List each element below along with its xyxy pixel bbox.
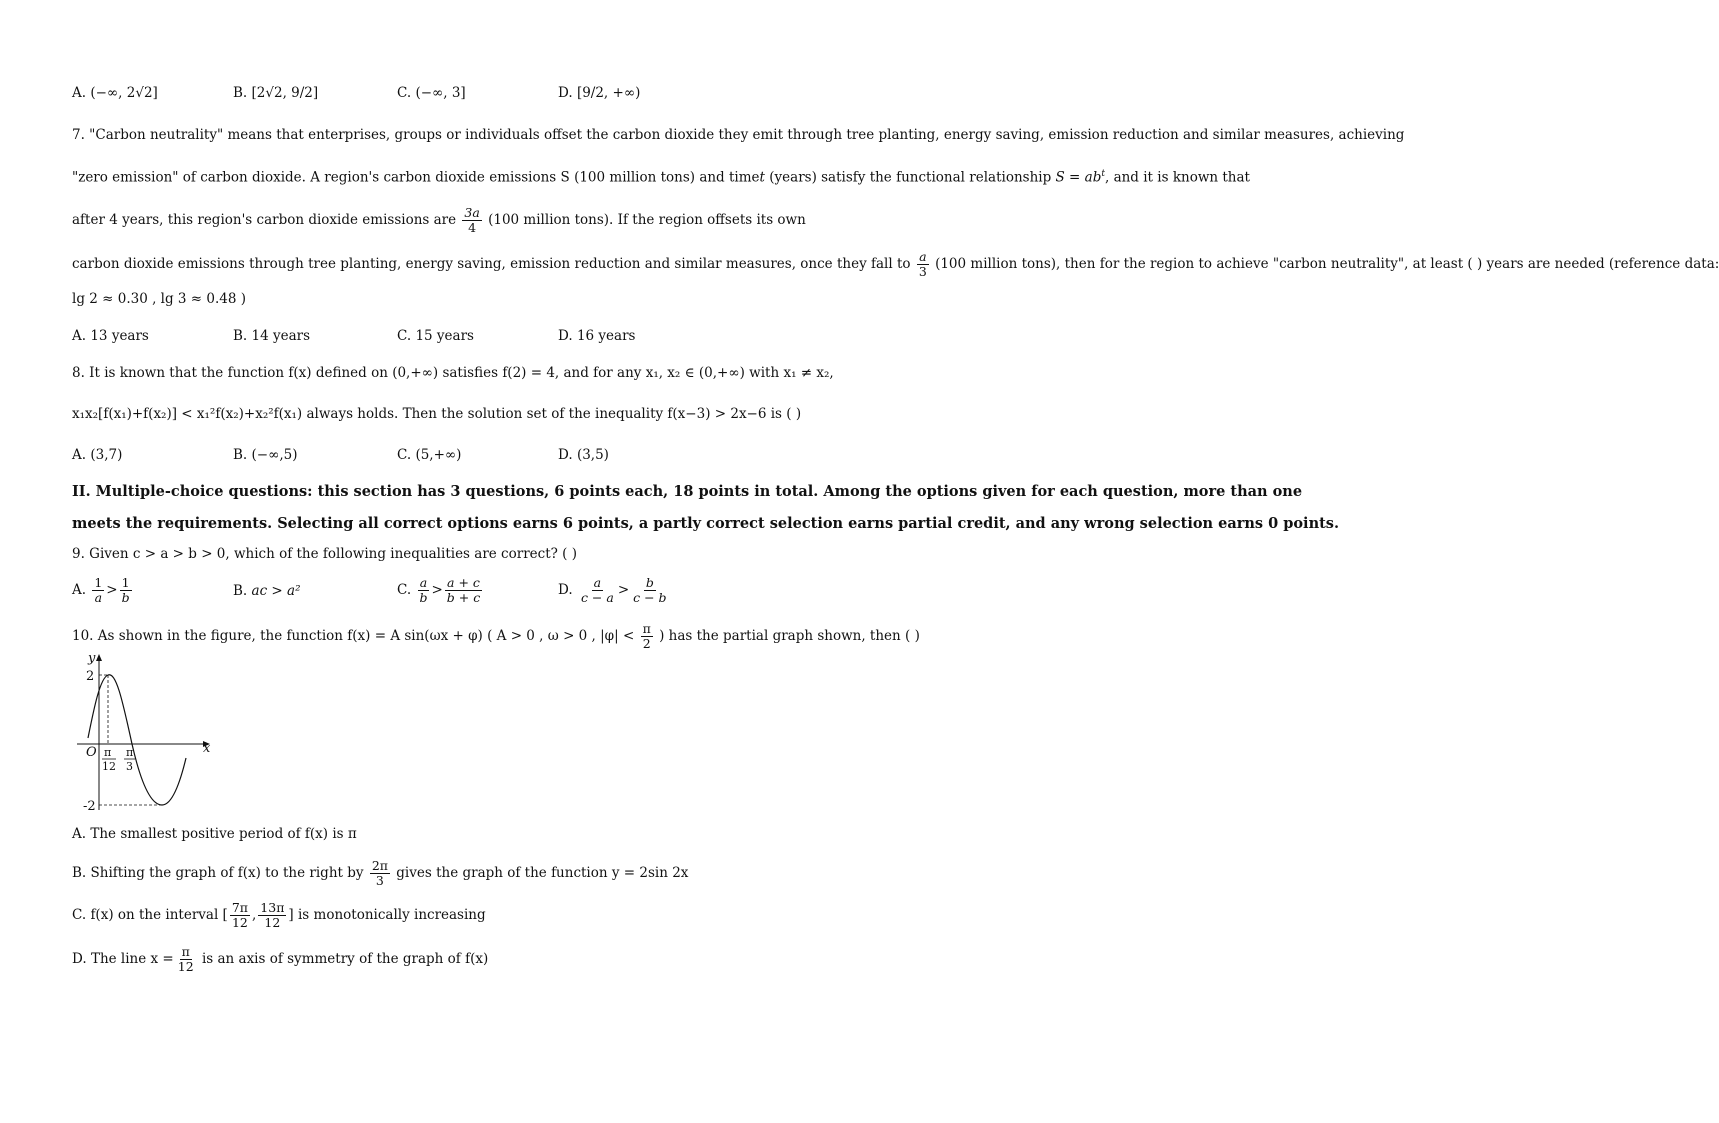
q8-line1: 8. It is known that the function f(x) defined on (0,+∞) satisfies f(2) = 4, and for any x₁, x₂ ∈ (0,+∞) with x₁ ≠ x₂, [72, 365, 834, 381]
q6-option-d: D. [9/2, +∞) [558, 85, 641, 101]
fraction-a-over-3: $\frac{a}{3}$ [918, 249, 927, 279]
q7-line3: after 4 years, this region's carbon dioxide emissions are $\frac{3a}{4}$ (100 million tons). If the region offsets its own [72, 205, 806, 235]
section-heading-line2: meets the requirements. Selecting all correct options earns 6 points, a partly correct selection earns partial credit, and any wrong selection earns 0 points. [72, 515, 1340, 532]
tick1-num: π [104, 746, 112, 759]
q8-option-d: D. (3,5) [558, 447, 609, 463]
sine-curve [88, 675, 186, 805]
q7-line2: "zero emission" of carbon dioxide. A region's carbon dioxide emissions S (100 million tons) and timet (years) satisfy the functional relationship $S = ab^t$, and it is known that [72, 169, 1250, 186]
q10-stem: 10. As shown in the figure, the function f(x) = A sin(ωx + φ) ( A > 0 , ω > 0 , |φ| < $\frac{\pi}{2}$ ) has the partial graph shown, then ( ) [72, 621, 920, 651]
q6-option-c: C. (−∞, 3] [397, 85, 466, 101]
q8-option-c: C. (5,+∞) [397, 447, 462, 463]
y-axis-label: y [88, 651, 96, 666]
section-heading-line1: II. Multiple-choice questions: this section has 3 questions, 6 points each, 18 points in total. Among the options given for each question, more than one [72, 483, 1303, 500]
y-max-label: 2 [86, 669, 95, 684]
fraction-3a-over-4: $\frac{3a}{4}$ [464, 205, 480, 235]
q7-option-c: C. 15 years [397, 328, 474, 344]
q10-option-b: B. Shifting the graph of f(x) to the right by $\frac{2\pi}{3}$ gives the graph of the function y = 2sin 2x [72, 858, 689, 888]
q7-option-d: D. 16 years [558, 328, 636, 344]
q8-line2: x₁x₂[f(x₁)+f(x₂)] < x₁²f(x₂)+x₂²f(x₁) always holds. Then the solution set of the inequality f(x−3) > 2x−6 is ( ) [72, 406, 802, 422]
q10-option-c: C. f(x) on the interval [ $\frac{7\pi}{12}$ , $\frac{13\pi}{12}$ ] is monotonically increasing [72, 900, 486, 930]
tick2-den: 3 [126, 760, 133, 773]
q7-option-a: A. 13 years [72, 328, 149, 344]
q9-option-a: A. $\frac{1}{a}$ > $\frac{1}{b}$ [72, 575, 130, 605]
origin-label: O [86, 745, 97, 760]
x-axis-label: x [203, 741, 211, 756]
q6-option-b: B. [2√2, 9/2] [233, 85, 319, 101]
q7-option-b: B. 14 years [233, 328, 311, 344]
q8-option-a: A. (3,7) [72, 447, 123, 463]
q9-option-c: C. $\frac{a}{b}$ > $\frac{a + c}{b + c}$ [397, 575, 481, 605]
q9-option-d: D. $\frac{a}{c - a}$ > $\frac{b}{c - b}$ [558, 575, 667, 605]
tick2-num: π [126, 746, 134, 759]
q7-line5: lg 2 ≈ 0.30 , lg 3 ≈ 0.48 ) [72, 291, 247, 307]
sine-graph [72, 648, 222, 814]
y-min-label: -2 [83, 799, 96, 814]
q8-option-b: B. (−∞,5) [233, 447, 298, 463]
q10-option-d: D. The line x = $\frac{\pi}{12}$ is an axis of symmetry of the graph of f(x) [72, 944, 489, 974]
q7-line1: 7. "Carbon neutrality" means that enterprises, groups or individuals offset the carbon dioxide they emit through tree planting, energy saving, emission reduction and similar measures, achieving [72, 127, 1405, 143]
q7-line4: carbon dioxide emissions through tree planting, energy saving, emission reduction and similar measures, once they fall to $\frac{a}{3}$ (100 million tons), then for the region to achieve "carbon neutrality", at least ( ) years are needed (reference data: [72, 249, 1719, 279]
q9-option-b: B. ac > a² [233, 583, 301, 599]
q10-option-a: A. The smallest positive period of f(x) is π [72, 826, 357, 842]
q9-stem: 9. Given c > a > b > 0, which of the following inequalities are correct? ( ) [72, 546, 577, 562]
q6-option-a: A. (−∞, 2√2] [72, 85, 158, 101]
y-axis-arrow [96, 654, 102, 661]
tick1-den: 12 [102, 760, 116, 773]
